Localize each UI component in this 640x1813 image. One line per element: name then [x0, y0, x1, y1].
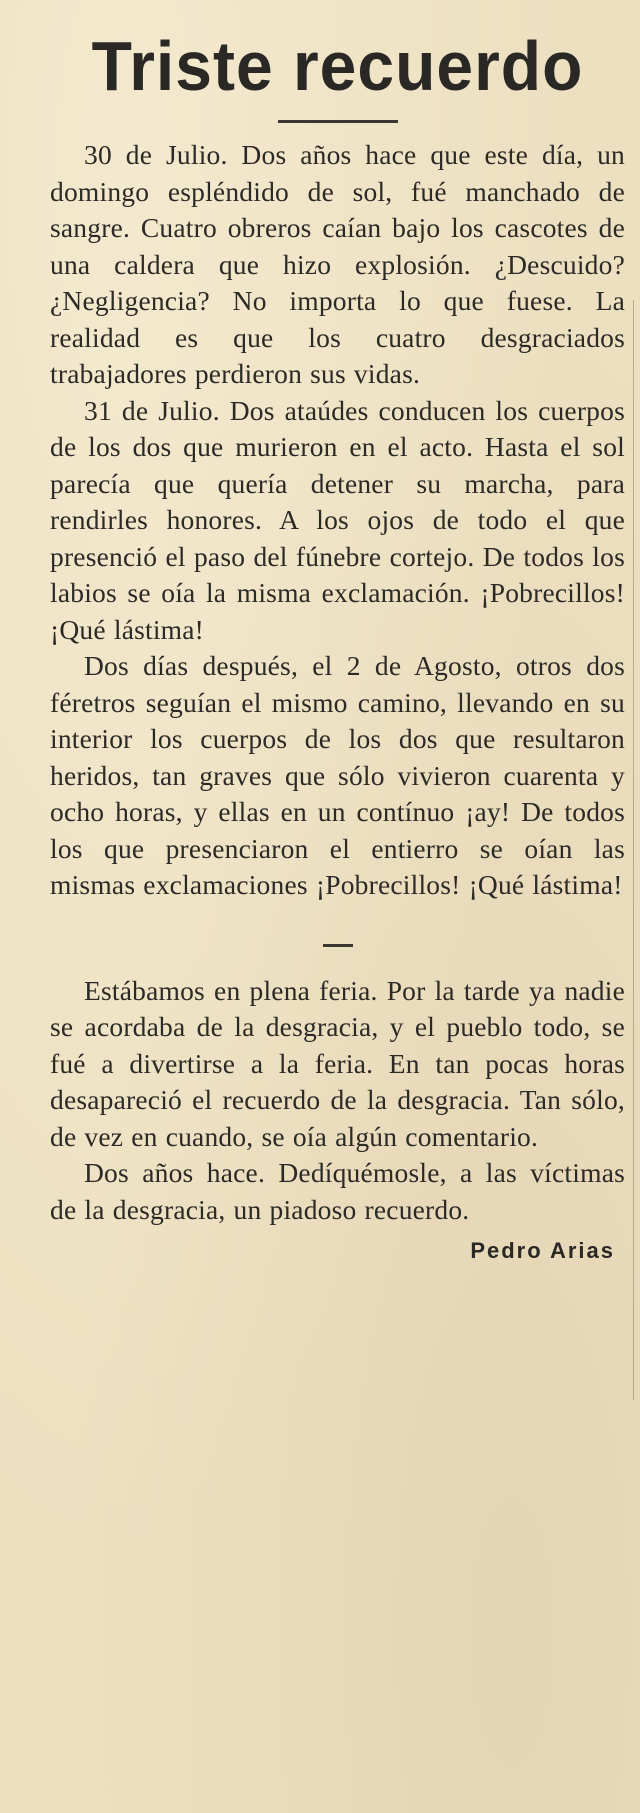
paragraph-3: Dos días después, el 2 de Agosto, otros dos féretros seguían el mismo camino, llevando en su interior los cuerpos de los dos que resultaron heridos, tan graves que sólo vivieron cuarenta y ocho horas, y ellas en un contínuo ¡ay! De todos los que presenciaron el entierro se oían las mismas exclamaciones ¡Pobrecillos! ¡Qué lástima! — [50, 650, 625, 900]
author-signature: Pedro Arias — [470, 1238, 615, 1263]
column-edge-line — [633, 300, 634, 1400]
paragraph-5: Dos años hace. Dedíquémosle, a las víctimas de la desgracia, un piadoso recuerdo. — [50, 1157, 625, 1225]
article-body — [50, 137, 625, 1228]
article — [50, 20, 625, 1264]
paragraph-4: Estábamos en plena feria. Por la tarde ya nadie se acordaba de la desgracia, y el pueblo todo, se fué a divertirse a la feria. En tan pocas horas desapareció el recuerdo de la desgracia. Tan sólo, de vez en cuando, se oía algún comentario. — [50, 974, 625, 1152]
title-divider — [278, 120, 398, 123]
section-divider — [323, 944, 353, 947]
paragraph-1: 30 de Julio. Dos años hace que este día, un domingo espléndido de sol, fué manchado de sangre. Cuatro obreros caían bajo los cascotes de una caldera que hizo explosión. ¿Descuido? ¿Negligencia? No importa lo que fuese. La realidad es que los cuatro desgraciados trabajadores perdieron sus vidas. — [50, 139, 625, 389]
paragraph-2: 31 de Julio. Dos ataúdes conducen los cuerpos de los dos que murieron en el acto. Hasta el sol parecía que quería detener su marcha, para rendirles honores. A los ojos de todo el que presenció el paso del fúnebre cortejo. De todos los labios se oía la misma exclamación. ¡Pobrecillos! ¡Qué lástima! — [50, 394, 625, 645]
article-title: Triste recuerdo — [91, 27, 584, 105]
